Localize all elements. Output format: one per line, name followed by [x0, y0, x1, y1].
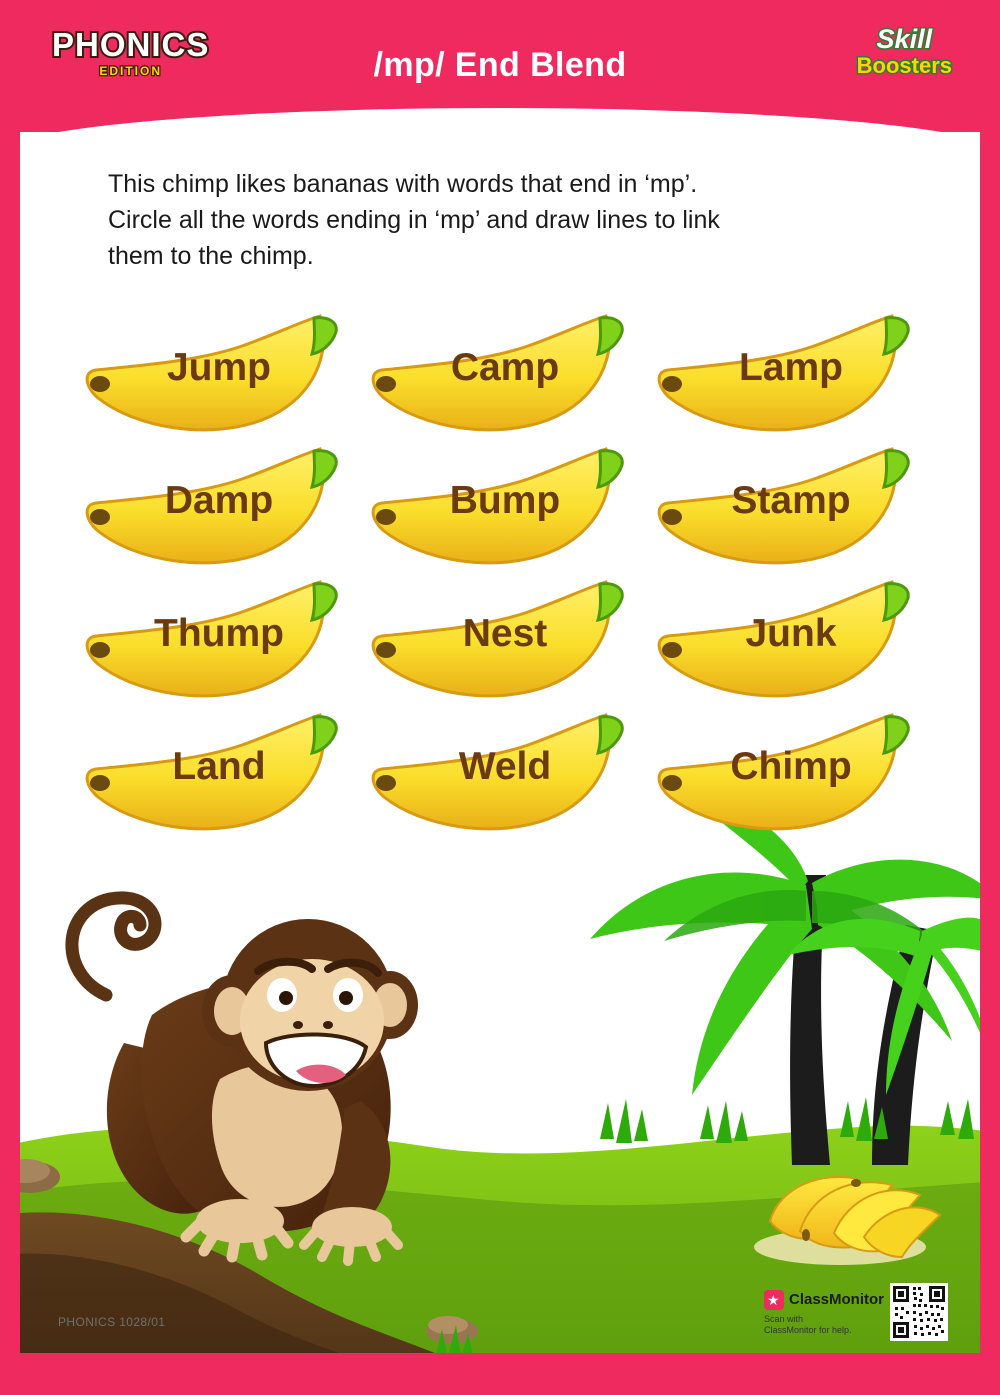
classmonitor-help-line-2: ClassMonitor for help. [763, 1325, 852, 1336]
frame-right-edge [980, 0, 1000, 1395]
classmonitor-help-line-1: Scan with [763, 1313, 804, 1324]
worksheet-code: PHONICS 1028/01 [58, 1315, 166, 1329]
banana-word: Thump [154, 612, 284, 655]
classmonitor-help-text [764, 1314, 884, 1337]
skill-boosters-logo-bottom: Boosters [856, 53, 952, 78]
banana-word: Land [172, 745, 266, 788]
banana-word: Camp [450, 346, 560, 389]
banana-word: Chimp [730, 745, 852, 788]
banana-card[interactable] [362, 441, 648, 574]
banana-row [76, 308, 936, 441]
instructions-text [108, 166, 918, 274]
banana-row [76, 707, 936, 840]
banana-word: Stamp [731, 479, 851, 522]
banana-card[interactable] [76, 574, 362, 707]
classmonitor-brand-row [764, 1290, 884, 1310]
frame-left-edge [0, 0, 20, 1395]
banana-card[interactable] [648, 441, 934, 574]
phonics-logo-sub: EDITION [99, 64, 163, 78]
phonics-logo-main: PHONICS [52, 26, 210, 63]
banana-word: Bump [449, 479, 561, 522]
star-icon [764, 1290, 784, 1310]
banana-word: Nest [462, 612, 548, 655]
instructions-line-3: them to the chimp. [108, 242, 314, 270]
skill-boosters-logo [857, 26, 952, 77]
instructions-line-1: This chimp likes bananas with words that end in ‘mp’. [108, 170, 698, 198]
instructions-line-2: Circle all the words ending in ‘mp’ and draw lines to link [108, 206, 720, 234]
banana-word-grid [76, 308, 936, 840]
classmonitor-branding [764, 1290, 884, 1337]
frame-bottom-edge [0, 1353, 1000, 1395]
qr-code-icon[interactable] [890, 1283, 948, 1341]
banana-card[interactable] [362, 707, 648, 840]
banana-word: Junk [745, 612, 837, 655]
banana-word: Damp [164, 479, 274, 522]
banana-card[interactable] [648, 707, 934, 840]
skill-boosters-logo-top: Skill [876, 24, 933, 54]
banana-word: Jump [166, 346, 271, 389]
banana-card[interactable] [648, 574, 934, 707]
banana-card[interactable] [362, 308, 648, 441]
banana-word: Weld [458, 745, 552, 788]
banana-word: Lamp [738, 346, 843, 389]
banana-row [76, 574, 936, 707]
banana-row [76, 441, 936, 574]
page-title: /mp/ End Blend [373, 46, 627, 84]
banana-card[interactable] [76, 707, 362, 840]
banana-card[interactable] [76, 308, 362, 441]
classmonitor-name: ClassMonitor [788, 1291, 884, 1309]
banana-card[interactable] [648, 308, 934, 441]
banana-card[interactable] [362, 574, 648, 707]
banana-card[interactable] [76, 441, 362, 574]
